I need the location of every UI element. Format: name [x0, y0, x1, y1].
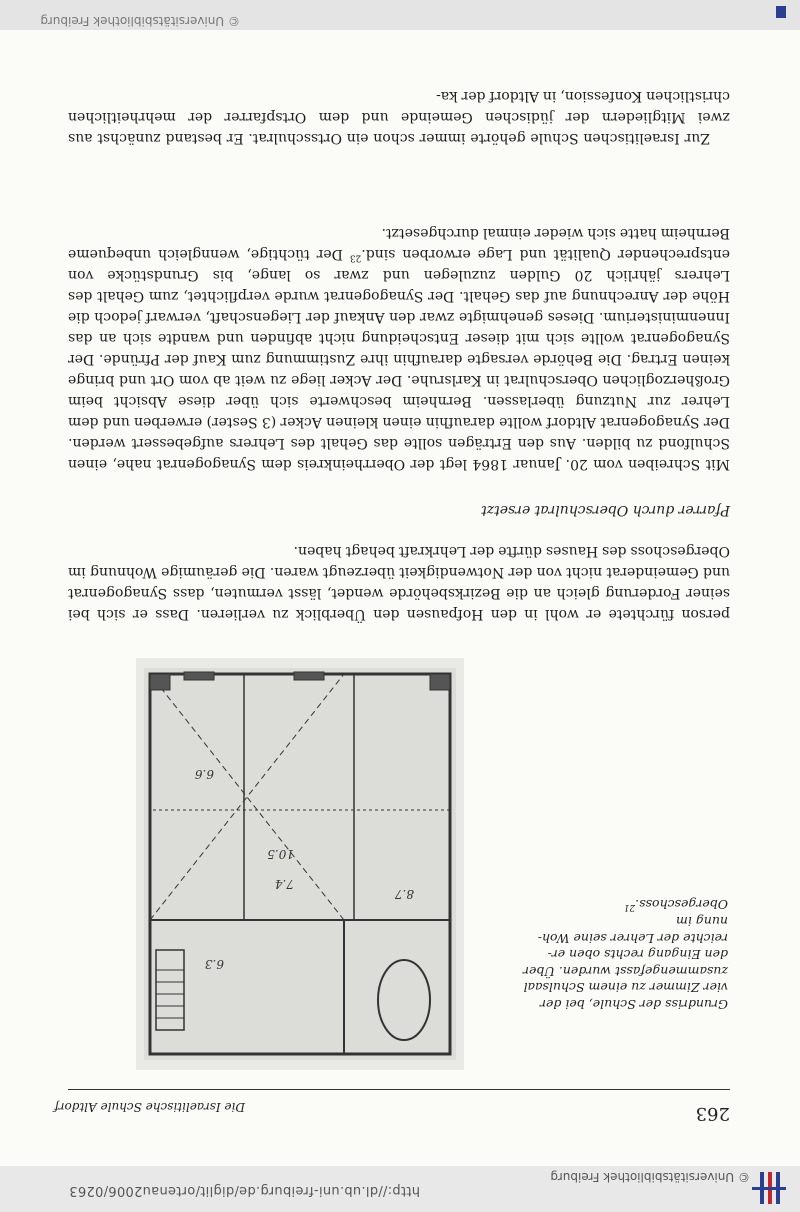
- viewer-top-bar: [0, 1166, 800, 1212]
- caption-line: reichte der Lehrer seine Woh-: [537, 930, 728, 946]
- plan-label: 7.4: [274, 877, 294, 891]
- plan-label: 6.3: [204, 957, 224, 971]
- body-paragraph-3: [68, 85, 730, 148]
- caption-footnote-ref: 21: [623, 902, 636, 913]
- paragraph-3-text: Zur Israelitischen Schule gehörte immer schon ein Ortsschulrat. Er bestand zunächst aus zwei Mitgliedern der jüdischen Gemeinde und dem Ortspfarrer der mehrheitlichen christlichen Konfession, in Altdorf der ka-: [68, 88, 730, 146]
- ub-freiburg-logo-icon[interactable]: [748, 1168, 788, 1208]
- caption-line: Obergeschoss.: [635, 897, 728, 913]
- copyright-notice: © Universitätsbibliothek Freiburg: [550, 1170, 750, 1184]
- floor-plan-figure: [136, 658, 464, 1070]
- page-number: 263: [695, 1103, 730, 1124]
- footnote-ref-23: 23: [349, 252, 362, 263]
- caption-line: nung im: [676, 914, 728, 930]
- plan-label: 6.6: [194, 767, 214, 781]
- section-heading: Pfarrer durch Oberschulrat ersetzt: [481, 502, 730, 518]
- scanned-page: [0, 30, 800, 1166]
- caption-line: Grundriss der Schule, bei der: [540, 997, 728, 1012]
- paragraph-2-text-end: Der tüchtige, wenngleich unbequeme Bernheim hatte sich wieder einmal durchgesetzt.: [68, 225, 730, 262]
- copyright-notice-bottom: © Universitätsbibliothek Freiburg: [40, 14, 240, 28]
- caption-line-last: [496, 896, 728, 913]
- viewer-bottom-bar: [0, 0, 800, 30]
- figure-caption: [496, 896, 728, 1012]
- caption-line: vier Zimmer zu einem Schulsaal: [523, 980, 728, 996]
- paragraph-2-text: Mit Schreiben vom 20. Januar 1864 legt der Oberrheinkreis dem Synagogenrat nahe, einen Schulfond zu bilden. Aus den Erträgen sollte das Gehalt des Lehrers aufgebessert werden. Der Synagogenrat Altdorf wollte daraufhin einen kleinen Acker (3 Sester) erwerben und dem Lehrer zur Nutzung überlassen. Bernheim beschwerte sich über diese Absicht beim Großherzoglichen Oberschulrat in Karlsruhe. Der Acker liege zu weit ab vom Ort und bringe keinen Ertrag. Die Behörde versagte daraufhin ihre Zustimmung zum Kauf der Pfründe. Der Synagogenrat wollte sich mit dieser Entscheidung nicht abfinden und wandte sich an das Innenministerium. Dieses genehmigte zwar den Ankauf der Liegenschaft, verwarf jedoch die Höhe der Anrechnung auf das Gehalt. Der Synagogenrat wurde verpflichtet, zum Gehalt des Lehrers jährlich 20 Gulden zuzulegen und zwar so lange, bis Grundstücke von entsprechender Qualität und Lage erworben sind.: [68, 246, 730, 472]
- caption-line: zusammengefasst wurden. Über: [523, 963, 728, 979]
- header-rule: [68, 1089, 730, 1090]
- body-paragraph-1: person fürchtete er wohl in den Hofpausen den Überblick zu verlieren. Dass er sich bei seiner Forderung gleich an die Bezirksbehörde wendet, lässt vermuten, dass Synagogenrat und Gemeinderat nicht von der Notwendigkeit überzeugt waren. Die geräumige Wohnung im Obergeschoss des Hauses dürfte der Lehrkraft behagt haben.: [68, 543, 730, 622]
- running-head: Die Israelitische Schule Altdorf: [54, 1100, 245, 1114]
- plan-label: 8.7: [394, 887, 414, 901]
- page-url[interactable]: http://dl.ub.uni-freiburg.de/diglit/ortenau2006/0263: [69, 1183, 420, 1198]
- body-paragraph-2: [68, 222, 730, 474]
- ub-freiburg-mark-icon: [776, 6, 786, 18]
- caption-line: den Eingang rechts oben er-: [547, 947, 728, 963]
- plan-label: 10.5: [267, 847, 294, 861]
